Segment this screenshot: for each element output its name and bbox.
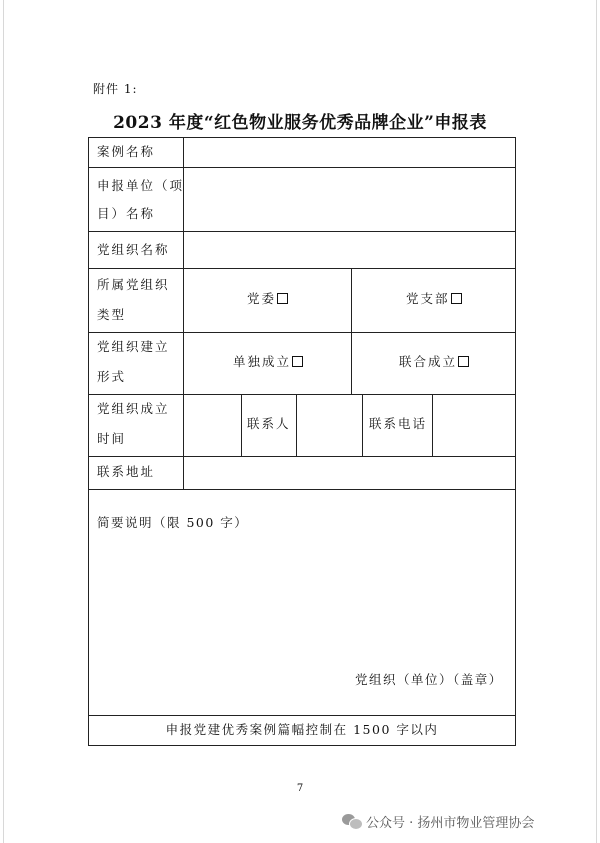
row-divider [89, 715, 515, 716]
party-org-name-field[interactable] [185, 233, 514, 267]
row-divider [89, 231, 515, 232]
wechat-icon [342, 813, 362, 829]
checkbox-icon[interactable] [458, 356, 469, 367]
option-joint[interactable] [399, 351, 469, 373]
option-independent[interactable] [233, 351, 303, 373]
checkbox-icon[interactable] [292, 356, 303, 367]
applicant-field[interactable] [185, 169, 514, 230]
watermark [342, 810, 534, 832]
address-field[interactable] [185, 458, 514, 488]
watermark-text: 公众号 · 扬州市物业管理协会 [366, 815, 535, 831]
row-divider [89, 489, 515, 490]
column-divider [241, 394, 242, 456]
establish-form-label-line2: 形式 [97, 369, 127, 384]
case-name-field[interactable] [185, 139, 514, 166]
summary-label: 简要说明（限 500 字） [97, 515, 249, 530]
column-divider [296, 394, 297, 456]
checkbox-icon[interactable] [277, 293, 288, 304]
column-divider [362, 394, 363, 456]
applicant-label-line1: 申报单位（项 [97, 178, 185, 193]
footer-note: 申报党建优秀案例篇幅控制在 1500 字以内 [165, 722, 439, 737]
option-party-committee[interactable] [247, 288, 288, 310]
option-party-branch-label: 党支部 [406, 291, 450, 306]
establish-form-label-line1: 党组织建立 [97, 339, 170, 354]
checkbox-icon[interactable] [451, 293, 462, 304]
case-name-label: 案例名称 [97, 144, 156, 159]
party-org-type-label-line1: 所属党组织 [97, 277, 170, 292]
contact-phone-label: 联系电话 [369, 416, 428, 431]
row-divider [89, 394, 515, 395]
applicant-label-line2: 目）名称 [97, 206, 156, 221]
row-divider [89, 332, 515, 333]
column-divider [432, 394, 433, 456]
row-divider [89, 268, 515, 269]
founded-time-field[interactable] [185, 396, 240, 455]
contact-phone-field[interactable] [434, 396, 514, 455]
page-number: 7 [296, 783, 304, 794]
attachment-label: 附件 1: [93, 82, 138, 96]
summary-field[interactable] [91, 538, 513, 668]
contact-person-field[interactable] [298, 396, 361, 455]
founded-time-label-line2: 时间 [97, 431, 127, 446]
page-title: 2023 年度“红色物业服务优秀品牌企业”申报表 [113, 113, 487, 133]
option-joint-label: 联合成立 [399, 354, 458, 369]
contact-person-label: 联系人 [247, 416, 291, 431]
party-org-name-label: 党组织名称 [97, 242, 170, 257]
founded-time-label-line1: 党组织成立 [97, 401, 170, 416]
option-party-committee-label: 党委 [247, 291, 277, 306]
address-label: 联系地址 [97, 464, 156, 479]
option-independent-label: 单独成立 [233, 354, 292, 369]
row-divider [89, 456, 515, 457]
column-divider [351, 268, 352, 394]
option-party-branch[interactable] [406, 288, 462, 310]
application-form-table [88, 137, 516, 746]
row-divider [89, 167, 515, 168]
seal-label: 党组织（单位）（盖章） [355, 672, 503, 687]
party-org-type-label-line2: 类型 [97, 307, 127, 322]
